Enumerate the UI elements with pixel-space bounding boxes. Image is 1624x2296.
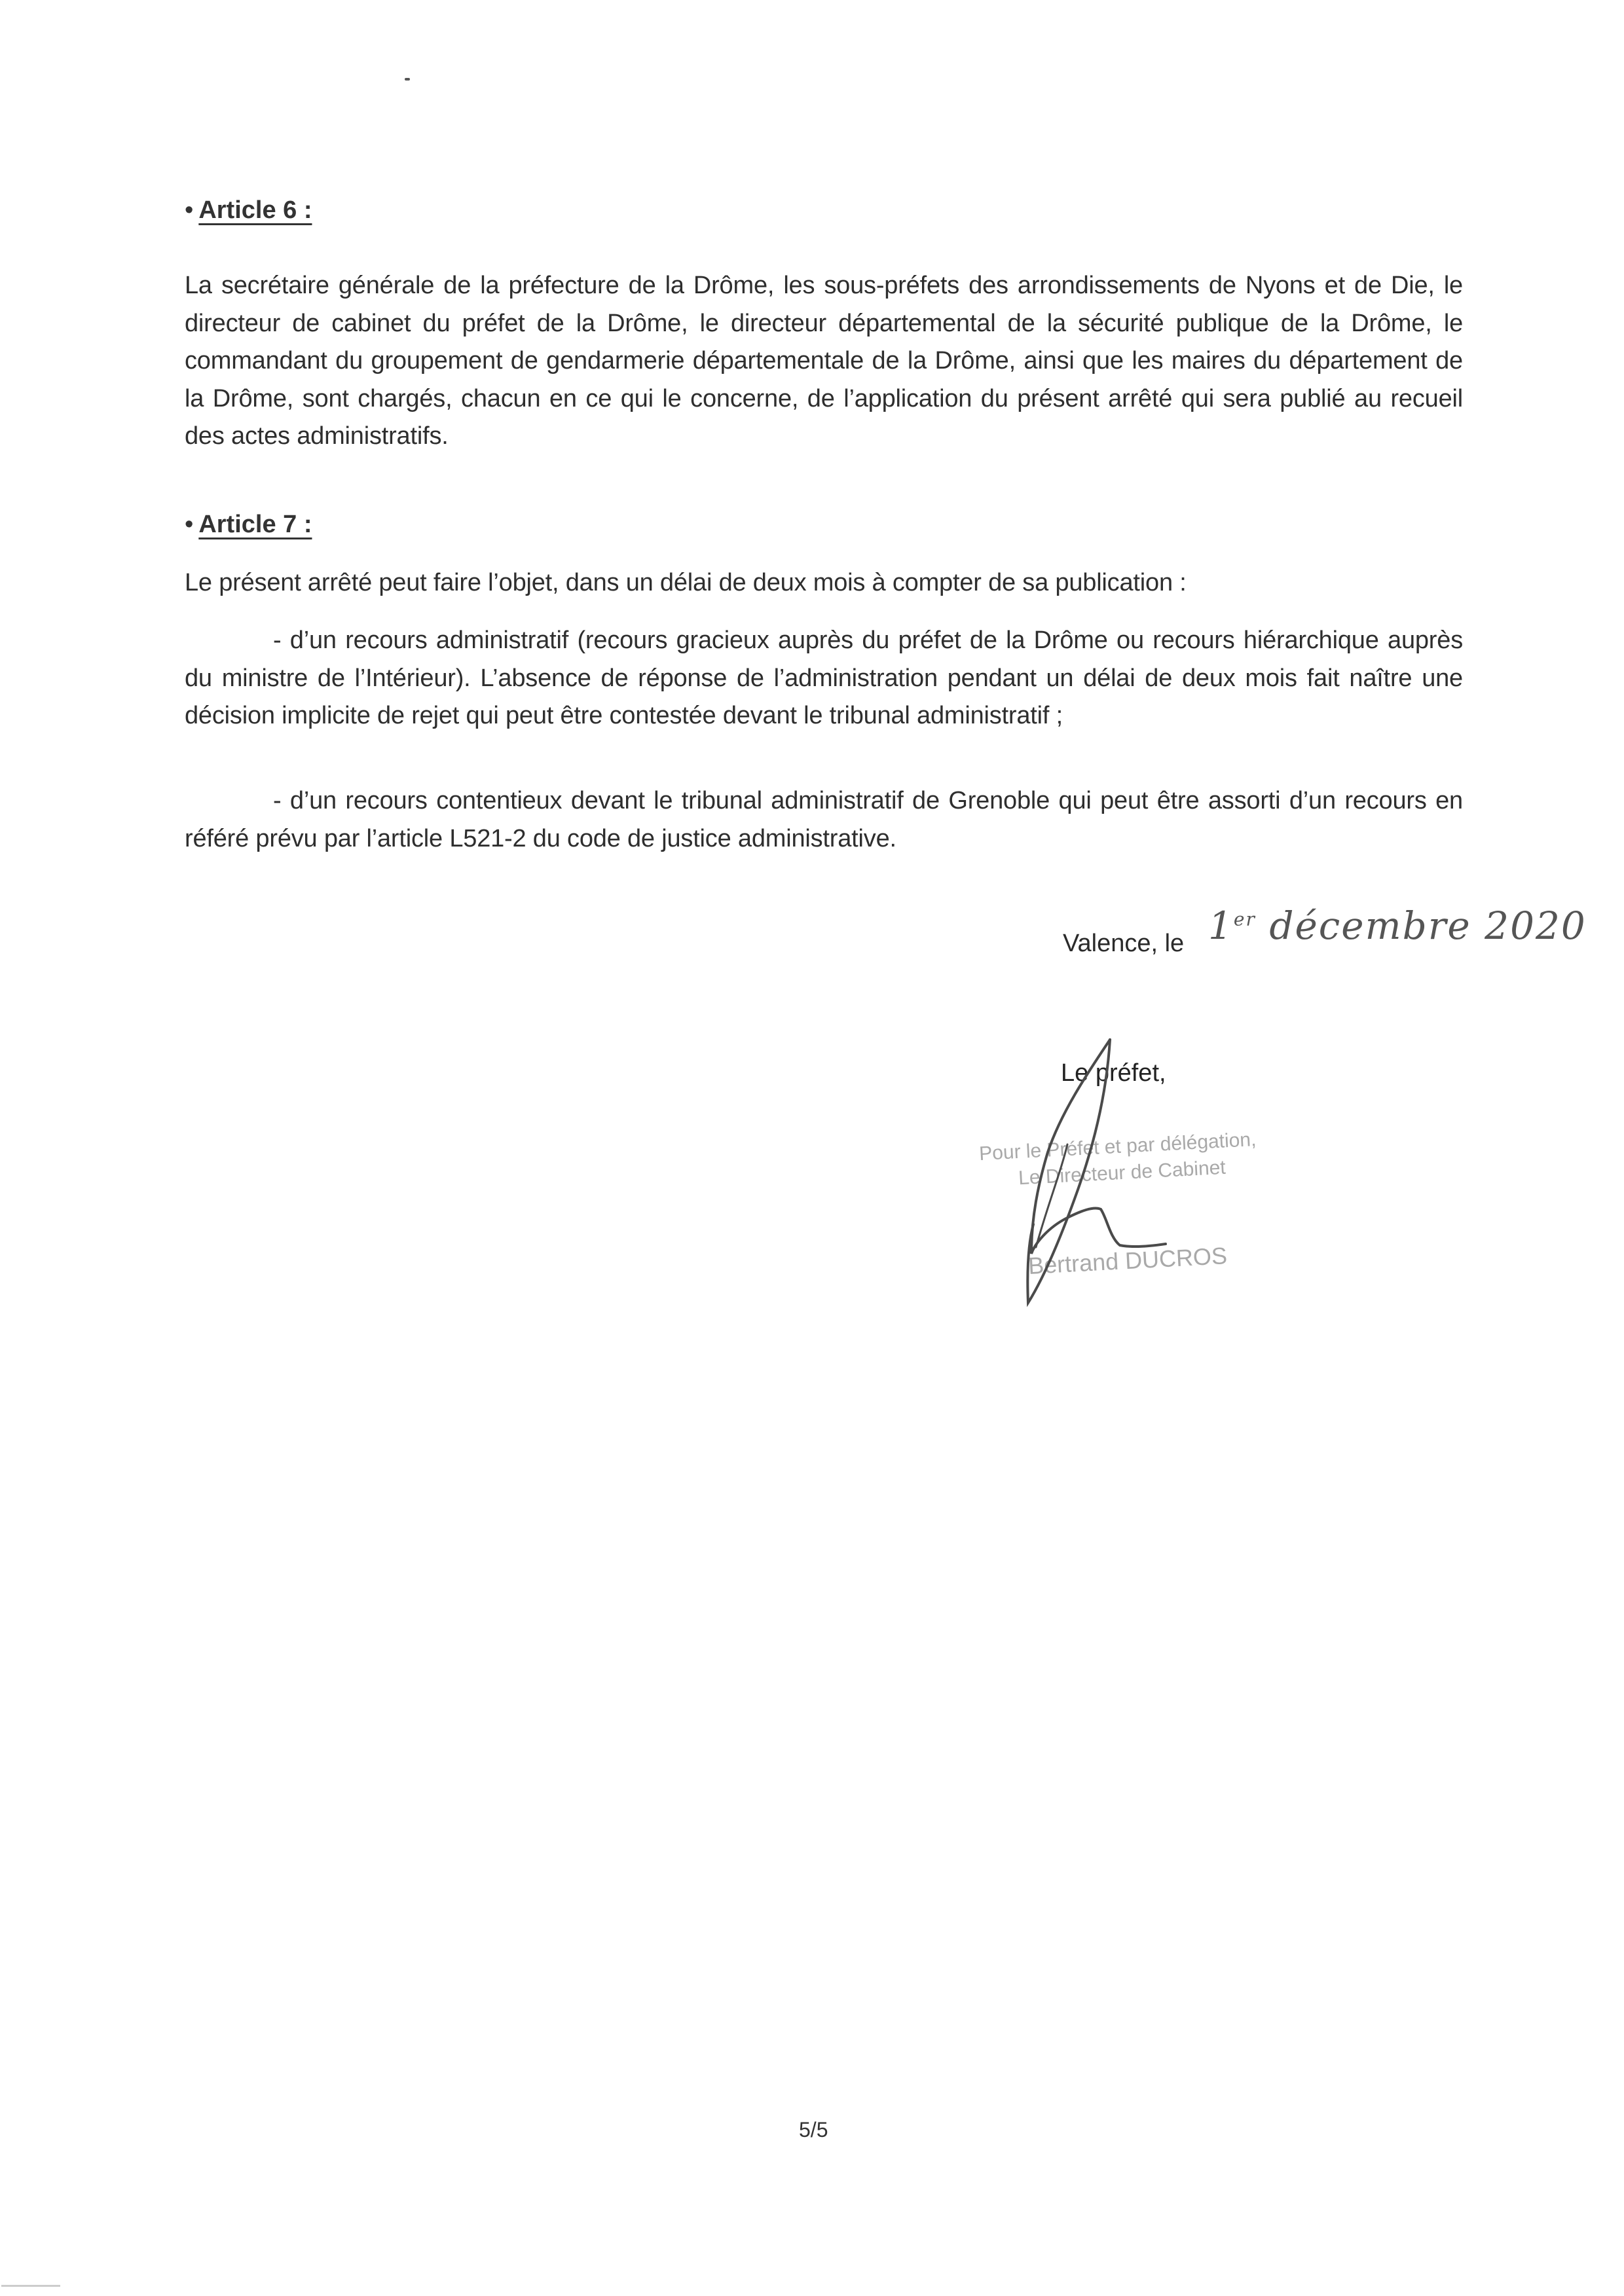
bullet-icon: • (185, 196, 194, 224)
article-7-heading (185, 511, 312, 539)
article-title: Article 7 : (198, 511, 312, 538)
handwritten-date (1208, 903, 1587, 948)
date-place: Valence, le (1063, 930, 1185, 957)
scan-edge-mark (1, 2285, 60, 2287)
article-7-item-contentious: - d’un recours contentieux devant le tribunal administratif de Grenoble qui peut être assorti d’un recours en référé prévu par l’article L521-2 du code de justice administrative. (185, 787, 1463, 852)
article-6-paragraph: La secrétaire générale de la préfecture de la Drôme, les sous-préfets des arrondissements de Nyons et de Die, le directeur de cabinet du préfet de la Drôme, le directeur départemental de la sécurité publique de la Drôme, le commandant du groupement de gendarmerie départementale de la Drôme, ainsi que les maires du département de la Drôme, sont chargés, chacun en ce qui le concerne, de l’application du présent arrêté qui sera publié au recueil des actes administratifs. (185, 272, 1463, 450)
delegation-stamp-line2: Le Directeur de Cabinet (1018, 1156, 1227, 1190)
article-title: Article 6 : (198, 196, 312, 224)
article-7-intro: Le présent arrêté peut faire l’objet, dans un délai de deux mois à compter de sa publication : (185, 569, 1187, 596)
handwritten-day-suffix: er (1233, 908, 1256, 930)
article-6-heading (185, 196, 312, 225)
page-number: 5/5 (799, 2118, 828, 2141)
handwritten-signature-icon (851, 995, 1310, 1309)
scan-speck (405, 78, 410, 81)
handwritten-month-year: décembre 2020 (1269, 903, 1587, 948)
signatory-name: Bertrand DUCROS (1027, 1242, 1228, 1279)
bullet-icon: • (185, 511, 194, 538)
delegation-stamp-line1: Pour le Préfet et par délégation, (978, 1128, 1257, 1165)
signatory-title: Le préfet, (1061, 1059, 1166, 1087)
handwritten-day: 1 (1208, 903, 1234, 948)
article-7-item-administrative: - d’un recours administratif (recours gracieux auprès du préfet de la Drôme ou recours hiérarchique auprès du ministre de l’Intérieur). L’absence de réponse de l’administration pendant un délai de deux mois fait naître une décision implicite de rejet qui peut être contestée devant le tribunal administratif ; (185, 627, 1463, 729)
